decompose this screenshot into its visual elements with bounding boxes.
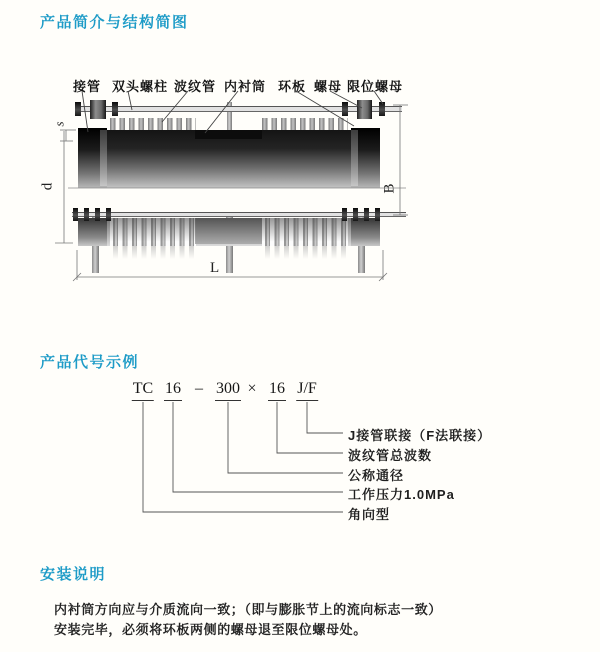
code-connector-lines: [0, 376, 560, 541]
code-token-dash: –: [195, 380, 203, 397]
install-text-line-1: 内衬筒方向应与介质流向一致；（即与膨胀节上的流向标志一致）: [54, 602, 442, 617]
part-label-connecting-pipe: 接管: [72, 79, 102, 94]
section-title-install: 安装说明: [40, 566, 107, 583]
structure-diagram: [28, 58, 488, 308]
section-title-code: 产品代号示例: [40, 354, 140, 371]
part-label-inner-liner: 内衬筒: [223, 79, 267, 94]
code-annotation-pressure: 工作压力1.0MPa: [348, 487, 455, 502]
code-token-waves: 16: [268, 380, 286, 401]
dim-label-s: s: [51, 121, 67, 127]
part-label-limit-nut: 限位螺母: [346, 79, 404, 94]
code-annotation-connection: J接管联接（F法联接）: [348, 428, 492, 443]
code-token-type: TC: [132, 380, 154, 401]
part-label-ring-plate: 环板: [277, 79, 307, 94]
code-annotation-diameter: 公称通径: [348, 468, 405, 483]
dim-label-L: L: [210, 260, 220, 276]
part-label-bellows: 波纹管: [173, 79, 217, 94]
product-code-example: [0, 376, 560, 541]
section-title-intro: 产品简介与结构简图: [40, 14, 189, 31]
part-label-double-stud: 双头螺柱: [111, 79, 169, 94]
diagram-lines: [28, 58, 488, 308]
code-annotation-waves: 波纹管总波数: [348, 448, 433, 463]
code-token-pressure: 16: [164, 380, 182, 401]
dim-label-d: d: [39, 182, 56, 191]
part-label-nut: 螺母: [313, 79, 343, 94]
code-token-times: ×: [247, 380, 257, 397]
code-annotation-type: 角向型: [348, 507, 391, 522]
dim-label-B: B: [381, 183, 398, 194]
install-text-line-2: 安装完毕，必须将环板两侧的螺母退至限位螺母处。: [54, 622, 367, 637]
code-token-connection: J/F: [296, 380, 318, 401]
code-token-diameter: 300: [215, 380, 241, 401]
